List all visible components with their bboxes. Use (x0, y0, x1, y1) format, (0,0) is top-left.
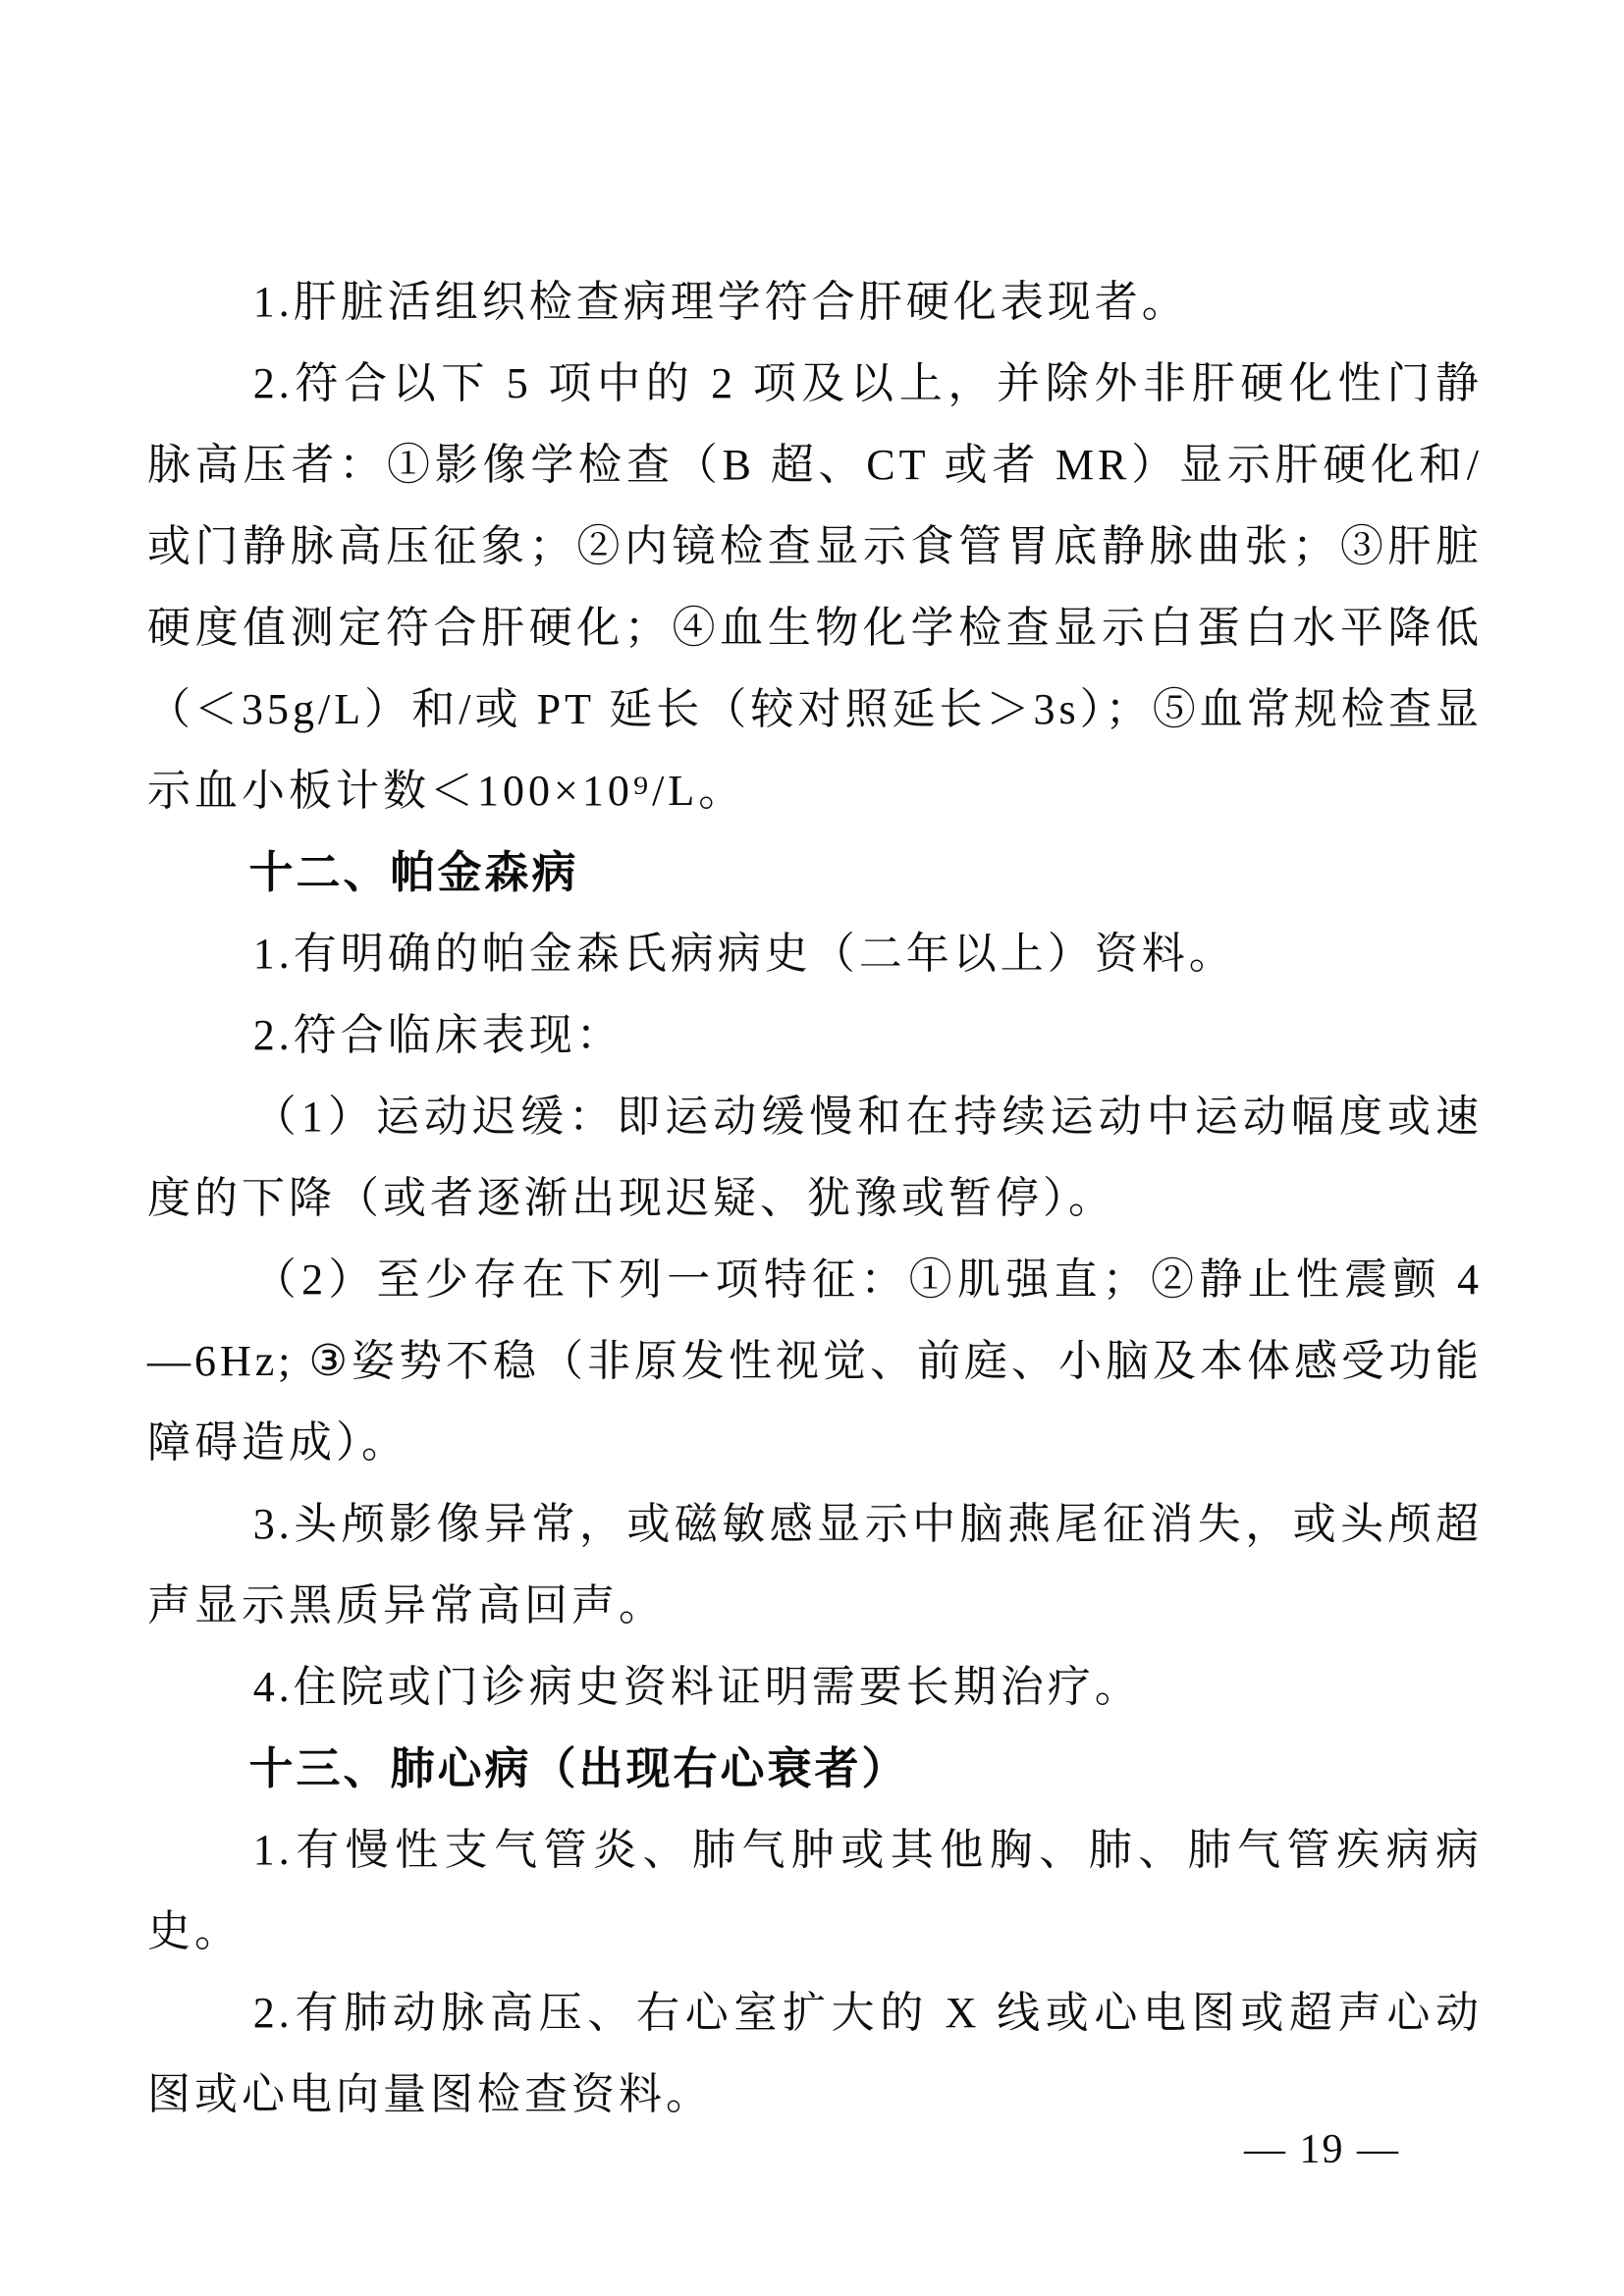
para-parkinson-criterion-4: 4.住院或门诊病史资料证明需要长期治疗。 (252, 1663, 1142, 1711)
para-cirrhosis-criterion-2: 2.符合以下 5 项中的 2 项及以上，并除外非肝硬化性门静脉高压者：①影像学检查（B 超、CT 或者 MR）显示肝硬化和/或门静脉高压征象；②内镜检查显示食管胃底静脉曲张；③肝脏硬度值测定符合肝硬化；④血生物化学检查显示白蛋白水平降低（＜35g/L）和/或 PT 延长（较对照延长＞3s）；⑤血常规检查显示血小板计数＜100×10⁹/L。 (147, 359, 1483, 815)
page-number: — 19 — (1244, 2127, 1400, 2172)
para-parkinson-feature-1: （1）运动迟缓：即运动缓慢和在持续运动中运动幅度或速度的下降（或者逐渐出现迟疑、犹豫或暂停）。 (147, 1093, 1483, 1222)
para-parkinson-criterion-2: 2.符合临床表现： (252, 1011, 623, 1059)
para-parkinson-criterion-1: 1.有明确的帕金森氏病病史（二年以上）资料。 (252, 930, 1236, 978)
heading-section-12-parkinson: 十二、帕金森病 (248, 847, 579, 897)
para-parkinson-criterion-3: 3.头颅影像异常，或磁敏感显示中脑燕尾征消失，或头颅超声显示黑质异常高回声。 (147, 1500, 1483, 1629)
page-footer (1244, 2120, 1400, 2179)
para-corpulmonale-criterion-1: 1.有慢性支气管炎、肺气肿或其他胸、肺、肺气管疾病病史。 (147, 1826, 1483, 1955)
para-parkinson-feature-2: （2）至少存在下列一项特征：①肌强直；②静止性震颤 4—6Hz; ③姿势不稳（非原发性视觉、前庭、小脑及本体感受功能障碍造成）。 (147, 1255, 1483, 1467)
document-body (147, 261, 1483, 2135)
heading-section-13-corpulmonale: 十三、肺心病（出现右心衰者） (248, 1743, 909, 1793)
para-cirrhosis-criterion-1: 1.肝脏活组织检查病理学符合肝硬化表现者。 (252, 278, 1189, 326)
para-corpulmonale-criterion-2: 2.有肺动脉高压、右心室扩大的 X 线或心电图或超声心动图或心电向量图检查资料。 (147, 1989, 1483, 2118)
